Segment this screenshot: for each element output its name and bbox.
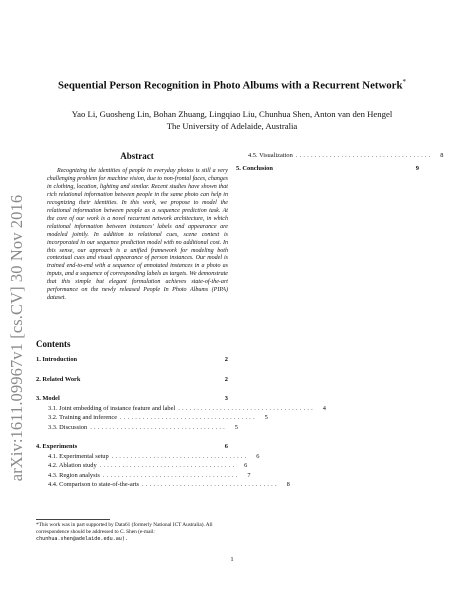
toc-entry-label: 3.2. Training and inference bbox=[48, 414, 118, 421]
arxiv-stamp bbox=[6, 158, 28, 518]
toc-left-column bbox=[36, 355, 326, 490]
toc-entry-label: 3.3. Discussion bbox=[48, 423, 88, 431]
footnote bbox=[36, 522, 228, 542]
author-list: Yao Li, Guosheng Lin, Bohan Zhuang, Lingqiao Liu, Chunhua Shen, Anton van den Hengel bbox=[71, 109, 393, 119]
toc-entry-page: 4 bbox=[322, 404, 326, 412]
toc-entry-page: 8 bbox=[286, 481, 290, 488]
toc-entry[interactable]: 3.1. Joint embedding of instance feature and label .................................... 4 bbox=[36, 404, 228, 414]
toc-entry-label: 2. Related Work bbox=[36, 375, 81, 383]
footnote-rule bbox=[36, 519, 110, 520]
toc-entry-page: 5 bbox=[264, 414, 268, 421]
toc-entry[interactable]: 3.3. Discussion .................................... 5 bbox=[36, 423, 228, 433]
abstract-body bbox=[47, 168, 228, 303]
toc-entry-page: 9 bbox=[415, 164, 419, 172]
toc-right-column bbox=[236, 151, 444, 173]
toc-entry-label: 4. Experiments bbox=[36, 443, 78, 450]
toc-entry-label: 4.4. Comparison to state-of-the-arts bbox=[48, 481, 140, 488]
paper-title-text: Sequential Person Recognition in Photo Albums with a Recurrent Network bbox=[58, 79, 403, 92]
abstract-text: Recognizing the identities of people in everyday photos is still a very challenging problem for machine vision, due to non-frontal faces, changes in clothing, location, lighting and similar. Recent studies have shown that rich relational information between people in the same photo can help in recognizing their identities. In this work, we propose to model the relational information between people as a sequence prediction task. At the core of our work is a novel recurrent network architecture, in which relational information between instances' labels and appearance are modeled jointly. In addition to relational cues, scene context is incorporated in our sequence prediction model with no additional cost. In this sense, our approach is a unified framework for modeling both contextual cues and visual appearance of person instances. Our model is trained end-to-end with a sequence of annotated instances in a photo as inputs, and a sequence of corresponding labels as targets. We demonstrate that this simple but elegant formulation achieves state-of-the-art performance on the newly released People In Photo Albums (PIPA) dataset. bbox=[47, 168, 228, 302]
toc-entry-page: 3 bbox=[224, 395, 228, 402]
toc-entry-page: 2 bbox=[224, 356, 228, 363]
toc-entry-label: 3.1. Joint embedding of instance feature and label bbox=[48, 404, 176, 412]
toc-entry-page: 5 bbox=[234, 423, 238, 431]
toc-entry-label: 4.1. Experimental setup bbox=[48, 452, 109, 460]
footnote-email: chunhua.shen@adelaide.edu.au). bbox=[36, 535, 129, 542]
footnote-text: *This work was in part supported by Data61 (formerly National ICT Australia). All correspondence should be addressed to C. Shen (e-mail: bbox=[36, 522, 213, 535]
toc-entry-label: 4.3. Region analysis bbox=[48, 471, 100, 479]
toc-entry-page: 7 bbox=[247, 471, 251, 479]
toc-entry[interactable] bbox=[236, 164, 419, 174]
abstract-heading: Abstract bbox=[120, 151, 154, 161]
toc-entry-label: 5. Conclusion bbox=[236, 164, 273, 172]
toc-entry[interactable]: 4.1. Experimental setup .................................... 6 bbox=[36, 452, 228, 462]
toc-entry[interactable]: 4.3. Region analysis .................................... 7 bbox=[36, 471, 228, 481]
toc-entry[interactable]: 4.4. Comparison to state-of-the-arts .................................... 8 bbox=[36, 480, 228, 490]
toc-entry[interactable]: 4.5. Visualization .................................... 8 bbox=[236, 151, 419, 161]
arxiv-stamp-text: arXiv:1611.09967v1 [cs.CV] 30 Nov 2016 bbox=[7, 194, 27, 482]
toc-entry[interactable] bbox=[36, 375, 228, 385]
author-block bbox=[30, 109, 434, 132]
contents-heading: Contents bbox=[36, 339, 71, 349]
toc-entry-label: 4.2. Ablation study bbox=[48, 462, 97, 469]
page-number: 1 bbox=[230, 556, 234, 563]
toc-entry-page: 6 bbox=[244, 462, 248, 469]
toc-entry[interactable] bbox=[36, 442, 228, 452]
toc-entry-page: 8 bbox=[440, 152, 444, 159]
toc-entry-label: 4.5. Visualization bbox=[248, 152, 293, 159]
toc-entry[interactable]: 3.2. Training and inference .................................... 5 bbox=[36, 413, 228, 423]
affiliation: The University of Adelaide, Australia bbox=[166, 120, 298, 131]
toc-entry[interactable]: 4.2. Ablation study .................................... 6 bbox=[36, 461, 228, 471]
toc-entry-page: 2 bbox=[224, 375, 228, 383]
title-footnote-mark: * bbox=[402, 78, 406, 86]
toc-entry-label: 3. Model bbox=[36, 395, 60, 402]
toc-entry[interactable] bbox=[36, 394, 228, 404]
toc-entry-page: 6 bbox=[224, 443, 228, 450]
toc-entry-page: 6 bbox=[256, 452, 260, 460]
paper-title bbox=[30, 78, 434, 92]
toc-entry-label: 1. Introduction bbox=[36, 356, 78, 363]
toc-entry[interactable] bbox=[36, 355, 228, 365]
